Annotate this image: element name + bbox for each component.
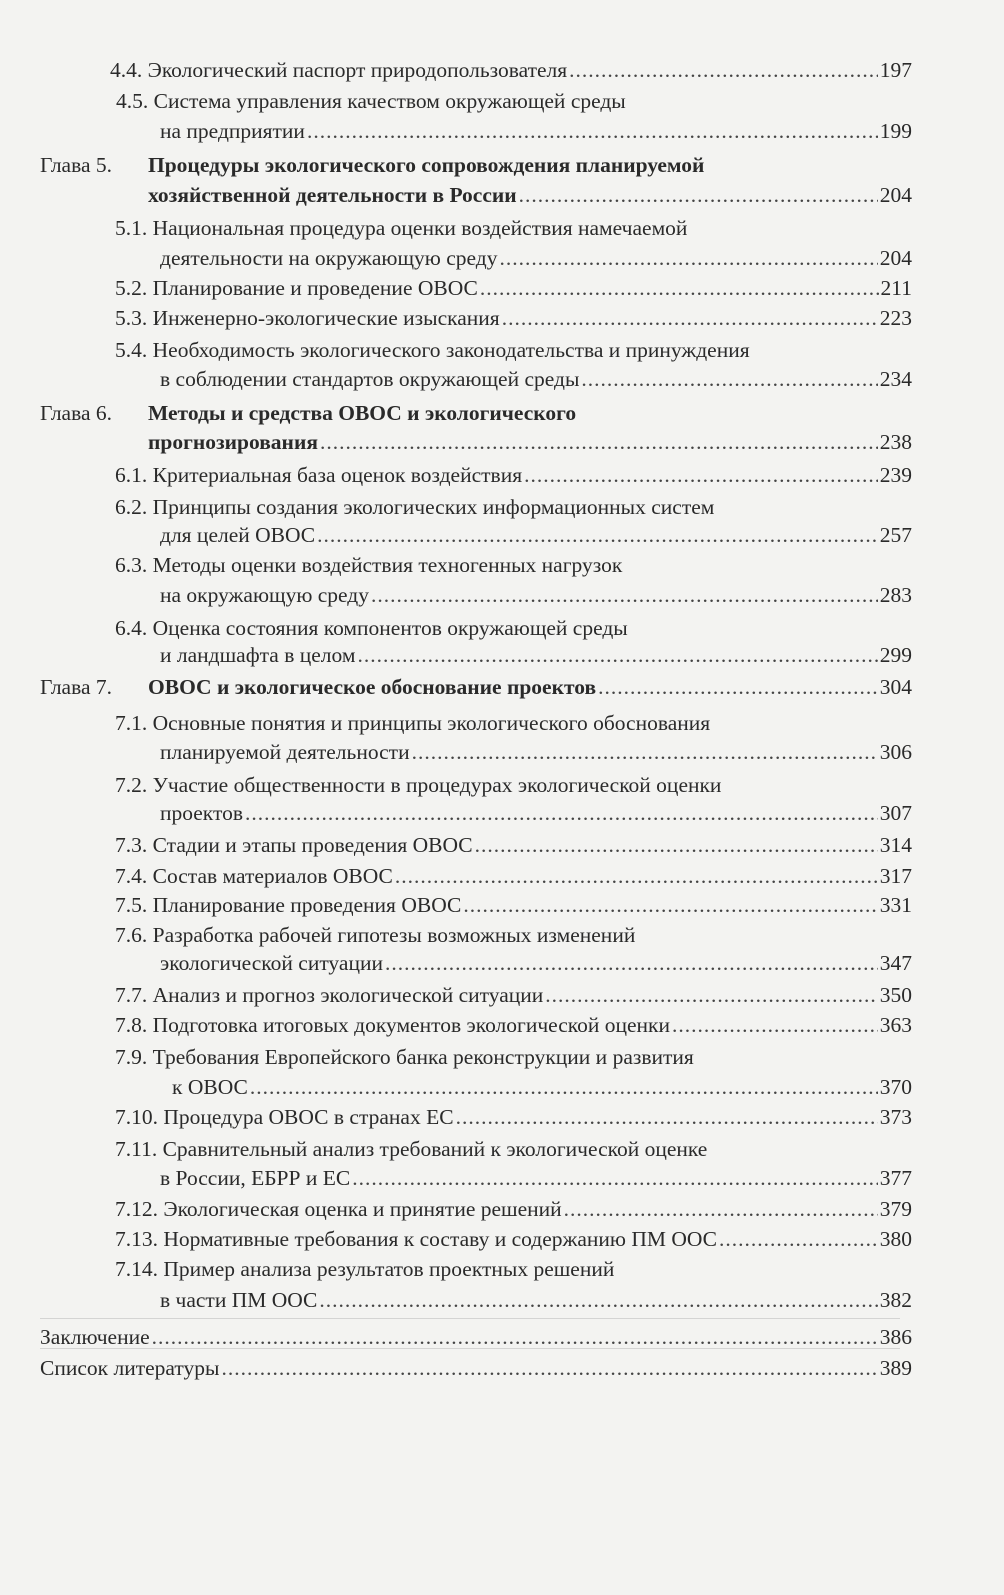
toc-entry-title: 4.5. Система управления качеством окружающей среды: [116, 89, 626, 113]
toc-entry[interactable]: [160, 798, 912, 828]
toc-entry-page: 347: [879, 951, 912, 975]
toc-entry-title: Методы и средства ОВОС и экологического: [148, 401, 577, 425]
toc-entry-title: 6.1. Критериальная база оценок воздействия: [115, 463, 523, 487]
toc-entry[interactable]: [160, 520, 912, 550]
toc-entry[interactable]: [160, 1163, 912, 1193]
toc-entry-page: 211: [880, 276, 912, 300]
toc-entry[interactable]: [160, 640, 912, 670]
toc-entry[interactable]: [160, 948, 912, 978]
toc-entry-title: Заключение: [40, 1325, 150, 1349]
dot-leader: [385, 948, 878, 978]
dot-leader: [307, 116, 878, 146]
toc-entry-title: 7.9. Требования Европейского банка реконструкции и развития: [115, 1045, 694, 1069]
toc-entry-title: прогнозирования: [148, 430, 318, 454]
toc-entry-title: и ландшафта в целом: [160, 643, 356, 667]
dot-leader: [545, 980, 877, 1010]
toc-entry-title: 7.3. Стадии и этапы проведения ОВОС: [115, 833, 473, 857]
dot-leader: [480, 273, 879, 303]
toc-entry[interactable]: [172, 1072, 912, 1102]
toc-entry[interactable]: [115, 1010, 912, 1040]
toc-entry-title: 7.2. Участие общественности в процедурах экологической оценки: [115, 773, 722, 797]
toc-entry-title: 4.4. Экологический паспорт природопользователя: [110, 58, 568, 82]
chapter-label: Глава 5.: [40, 153, 112, 177]
toc-entry-title: 6.3. Методы оценки воздействия техногенных нагрузок: [115, 553, 623, 577]
dot-leader: [524, 460, 878, 490]
toc-entry[interactable]: [160, 1285, 912, 1315]
toc-entry-title: в России, ЕБРР и ЕС: [160, 1166, 351, 1190]
toc-entry-title: 5.1. Национальная процедура оценки воздействия намечаемой: [115, 216, 688, 240]
toc-entry[interactable]: [160, 116, 912, 146]
toc-entry[interactable]: [160, 243, 912, 273]
toc-entry[interactable]: [148, 180, 912, 210]
dot-leader: [319, 1285, 877, 1315]
toc-entry-title: 7.10. Процедура ОВОС в странах ЕС: [115, 1105, 454, 1129]
toc-entry-title: ОВОС и экологическое обоснование проектов: [148, 675, 597, 699]
toc-entry-page: 389: [879, 1356, 912, 1380]
dot-leader: [519, 180, 878, 210]
toc-entry-title: 5.2. Планирование и проведение ОВОС: [115, 276, 478, 300]
toc-entry-title: 7.1. Основные понятия и принципы экологического обоснования: [115, 711, 711, 735]
chapter-label: Глава 7.: [40, 675, 112, 699]
toc-entry-title: на предприятии: [160, 119, 305, 143]
toc-entry[interactable]: [115, 890, 912, 920]
toc-entry-title: 7.13. Нормативные требования к составу и содержанию ПМ ООС: [115, 1227, 718, 1251]
toc-entry-title: к ОВОС: [172, 1075, 248, 1099]
toc-entry-title: для целей ОВОС: [160, 523, 316, 547]
toc-entry-page: 304: [879, 675, 912, 699]
toc-entry-page: 238: [879, 430, 912, 454]
toc-entry[interactable]: [40, 1353, 912, 1383]
toc-entry-page: 386: [879, 1325, 912, 1349]
toc-entry-title: 7.14. Пример анализа результатов проектных решений: [115, 1257, 615, 1281]
divider: [40, 1318, 900, 1319]
dot-leader: [475, 830, 878, 860]
dot-leader: [221, 1353, 877, 1383]
dot-leader: [320, 427, 878, 457]
toc-entry[interactable]: [160, 364, 912, 394]
dot-leader: [357, 640, 877, 670]
toc-entry-title: 7.7. Анализ и прогноз экологической ситуации: [115, 983, 544, 1007]
toc-entry-title: 7.8. Подготовка итоговых документов экологической оценки: [115, 1013, 671, 1037]
toc-entry-page: 306: [879, 740, 912, 764]
toc-entry-page: 317: [879, 864, 912, 888]
toc-entry-page: 380: [879, 1227, 912, 1251]
dot-leader: [569, 55, 878, 85]
toc-entry[interactable]: [115, 303, 912, 333]
toc-entry-title: 7.12. Экологическая оценка и принятие решений: [115, 1197, 562, 1221]
dot-leader: [672, 1010, 878, 1040]
toc-entry[interactable]: [115, 980, 912, 1010]
chapter-label: Глава 6.: [40, 401, 112, 425]
toc-entry-page: 204: [879, 246, 912, 270]
toc-entry-page: 197: [879, 58, 912, 82]
toc-entry-page: 299: [879, 643, 912, 667]
toc-entry-page: 370: [879, 1075, 912, 1099]
dot-leader: [371, 580, 878, 610]
toc-entry-page: 331: [879, 893, 912, 917]
toc-entry[interactable]: [115, 1102, 912, 1132]
toc-entry-title: 6.2. Принципы создания экологических информационных систем: [115, 495, 715, 519]
dot-leader: [352, 1163, 878, 1193]
toc-entry[interactable]: [110, 55, 912, 85]
dot-leader: [412, 737, 878, 767]
dot-leader: [502, 303, 878, 333]
toc-entry-title: в части ПМ ООС: [160, 1288, 318, 1312]
dot-leader: [250, 1072, 878, 1102]
dot-leader: [719, 1224, 878, 1254]
dot-leader: [598, 672, 878, 702]
toc-entry-title: 5.4. Необходимость экологического законодательства и принуждения: [115, 338, 750, 362]
toc-entry-page: 223: [879, 306, 912, 330]
toc-entry-title: 7.6. Разработка рабочей гипотезы возможных изменений: [115, 923, 636, 947]
toc-entry[interactable]: [115, 273, 912, 303]
toc-entry-title: на окружающую среду: [160, 583, 369, 607]
dot-leader: [456, 1102, 878, 1132]
toc-entry-page: 373: [879, 1105, 912, 1129]
toc-entry-page: 239: [879, 463, 912, 487]
dot-leader: [499, 243, 877, 273]
toc-entry-title: 5.3. Инженерно-экологические изыскания: [115, 306, 500, 330]
toc-entry-page: 234: [879, 367, 912, 391]
toc-entry-page: 204: [879, 183, 912, 207]
toc-entry-title: деятельности на окружающую среду: [160, 246, 498, 270]
toc-entry[interactable]: [115, 830, 912, 860]
toc-entry-page: 379: [879, 1197, 912, 1221]
toc-entry[interactable]: [115, 861, 912, 891]
toc-entry-title: хозяйственной деятельности в России: [148, 183, 517, 207]
toc-entry[interactable]: [115, 1194, 912, 1224]
toc-entry-page: 257: [879, 523, 912, 547]
dot-leader: [581, 364, 877, 394]
toc-entry-title: проектов: [160, 801, 243, 825]
toc-entry[interactable]: [148, 427, 912, 457]
dot-leader: [245, 798, 878, 828]
toc-entry-title: 7.4. Состав материалов ОВОС: [115, 864, 393, 888]
toc-entry-title: Процедуры экологического сопровождения планируемой: [148, 153, 705, 177]
dot-leader: [317, 520, 878, 550]
toc-entry-title: 7.11. Сравнительный анализ требований к экологической оценке: [115, 1137, 708, 1161]
toc-entry-page: 199: [879, 119, 912, 143]
toc-entry-title: Список литературы: [40, 1356, 220, 1380]
toc-entry[interactable]: [115, 460, 912, 490]
toc-entry-page: 314: [879, 833, 912, 857]
toc-entry-title: 6.4. Оценка состояния компонентов окружающей среды: [115, 616, 628, 640]
toc-entry-title: экологической ситуации: [160, 951, 383, 975]
toc-entry[interactable]: [148, 672, 912, 702]
toc-entry[interactable]: [160, 737, 912, 767]
toc-entry-page: 307: [879, 801, 912, 825]
toc-entry-page: 350: [879, 983, 912, 1007]
dot-leader: [463, 890, 877, 920]
toc-entry-title: планируемой деятельности: [160, 740, 410, 764]
dot-leader: [564, 1194, 878, 1224]
toc-entry-page: 363: [879, 1013, 912, 1037]
toc-entry-page: 382: [879, 1288, 912, 1312]
toc-entry-page: 283: [879, 583, 912, 607]
toc-entry-title: в соблюдении стандартов окружающей среды: [160, 367, 580, 391]
toc-entry-title: 7.5. Планирование проведения ОВОС: [115, 893, 462, 917]
dot-leader: [395, 861, 878, 891]
toc-entry-page: 377: [879, 1166, 912, 1190]
toc-entry[interactable]: [160, 580, 912, 610]
divider: [40, 1348, 900, 1349]
toc-entry[interactable]: [115, 1224, 912, 1254]
